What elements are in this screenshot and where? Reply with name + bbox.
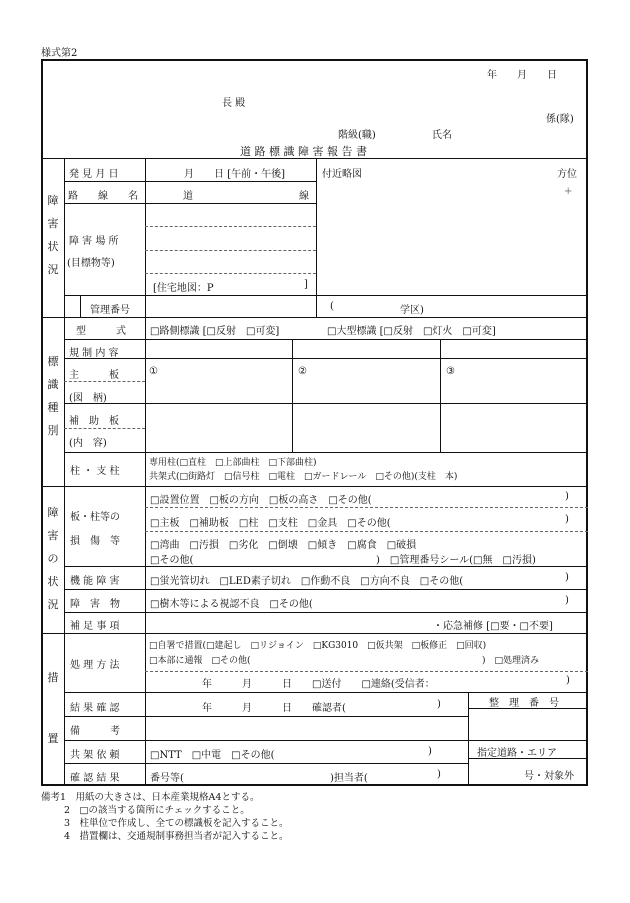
aux-board-sub: (内 容) [69,438,107,449]
method-self: □自署で措置(□建起し □リジョイン □KG3010 □仮共架 □板修正 □回収) [149,641,487,651]
note-2: 2 □の該当する箇所にチェックすること。 [64,805,250,816]
damage-location-close: ) [565,491,569,502]
found-date-value: 月 日 [午前・午後] [184,169,285,180]
method-date-send: 年 月 日 □送付 □連絡(受信者： [202,679,435,690]
emergency-repair: ・応急補修 [□要・□不要] [433,621,553,632]
section-sign-type: 標 識 種 別 [47,355,59,437]
result-label: 結 果 確 認 [70,703,120,714]
sketch-map-label: 付近略図 [322,169,362,180]
confirm-result-label: 確 認 結 果 [70,773,120,784]
obstacle-label: 障 害 物 [70,599,120,610]
result-confirmer: 年 月 日 確認者( [202,703,346,714]
remarks-label: 備 考 [70,726,120,737]
main-board-1: ① [149,366,158,377]
damage-parts: □主板 □補助板 □柱 □支柱 □金具 □その他( [150,518,391,529]
form-id: 様式第2 [41,48,78,59]
aux-board-label: 補 助 板 [69,416,119,427]
damage-other: □その他( [150,555,194,566]
place-label: 障 害 場 所 [69,236,119,247]
main-board-label: 主 板 [69,370,119,381]
post-label: 柱 ・ 支 柱 [70,466,120,477]
report-date: 年 月 日 [487,70,557,81]
unit: 係(隊) [546,114,574,125]
reference-number-label: 整 理 番 号 [489,698,559,709]
page-title: 道 路 標 識 障 害 報 告 書 [240,145,367,158]
confirm-number: 番号等( [150,773,184,784]
damage-kind: □湾曲 □汚損 □劣化 □倒壊 □傾き □腐食 □破損 [150,540,417,551]
damage-parts-close: ) [565,514,569,525]
note-1: 備考1 用紙の大きさは、日本産業規格A4とする。 [41,792,260,803]
damage-label-sub: 損 傷 等 [70,536,120,547]
main-board-3: ③ [446,366,455,377]
damage-label: 板・柱等の [70,512,120,523]
compass-mark: + [564,186,573,197]
section-damage-status: 障 害 の 状 況 [47,506,59,611]
type-label: 型 式 [76,326,126,337]
confirm-close: ) [437,769,441,780]
obstacle-items: □樹木等による視認不良 □その他( [150,599,313,610]
method-report: □本部に通報 □その他( [149,656,251,666]
confirm-person: )担当者( [330,773,368,784]
joint-request-items: □NTT □中電 □その他( [150,750,275,761]
note-3: 3 柱単位で作成し、全ての標識板を記入すること。 [64,818,289,829]
obstacle-close: ) [565,595,569,606]
method-done: ) □処理済み [482,656,540,666]
method-label: 処 理 方 法 [70,660,120,671]
section-measures-2: 置 [47,732,59,745]
type-roadside: □路側標識 [□反射 □可変] [150,326,280,337]
map-ref: [住宅地図：P [153,283,214,294]
map-ref-end: ] [304,279,308,290]
found-date-label: 発 見 月 日 [69,169,119,180]
type-large: □大型標識 [□反射 □灯火 □可変] [327,326,496,337]
designated-road-label: 指定道路・エリア [477,748,557,759]
supplement-label: 補 足 事 項 [70,621,120,632]
method-date-close: ) [566,675,570,686]
management-number-label: 管理番号 [90,305,130,316]
main-board-sub: (図 柄) [69,393,107,404]
damage-location: □設置位置 □板の方向 □板の高さ □その他( [150,495,372,506]
designated-road-value: 号・対象外 [524,771,574,782]
route-value-prefix: 道 [183,191,193,202]
route-label: 路 線 名 [68,191,138,202]
district-open: ( [330,301,334,312]
direction-label: 方位 [557,169,577,180]
rank: 階級(職) [338,130,376,141]
joint-request-close: ) [428,746,432,757]
place-label-sub: (目標物等) [67,258,115,269]
post-dedicated: 専用柱(□直柱 □上部曲柱 □下部曲柱) [149,458,317,468]
note-4: 4 措置欄は、交通規制事務担当者が記入すること。 [64,831,289,842]
section-measures: 措 [47,671,59,684]
section-obstacle-status: 障 害 状 況 [47,194,59,276]
function-close: ) [565,572,569,583]
damage-seal: ) □管理番号シール(□無 □汚損) [376,555,536,566]
function-label: 機 能 障 害 [70,576,120,587]
reporter-name: 氏名 [432,130,452,141]
result-close: ) [437,699,441,710]
main-board-2: ② [298,366,307,377]
district-label: 学区) [400,305,424,316]
joint-request-label: 共 架 依 頼 [70,750,120,761]
regulation-label: 規 制 内 容 [69,348,119,359]
route-value-suffix: 線 [299,191,309,202]
function-items: □蛍光管切れ □LED素子切れ □作動不良 □方向不良 □その他( [150,576,464,587]
addressee: 長 殿 [222,98,246,109]
post-shared: 共架式(□街路灯 □信号柱 □電柱 □ガードレール □その他)(支柱 本) [149,472,458,482]
